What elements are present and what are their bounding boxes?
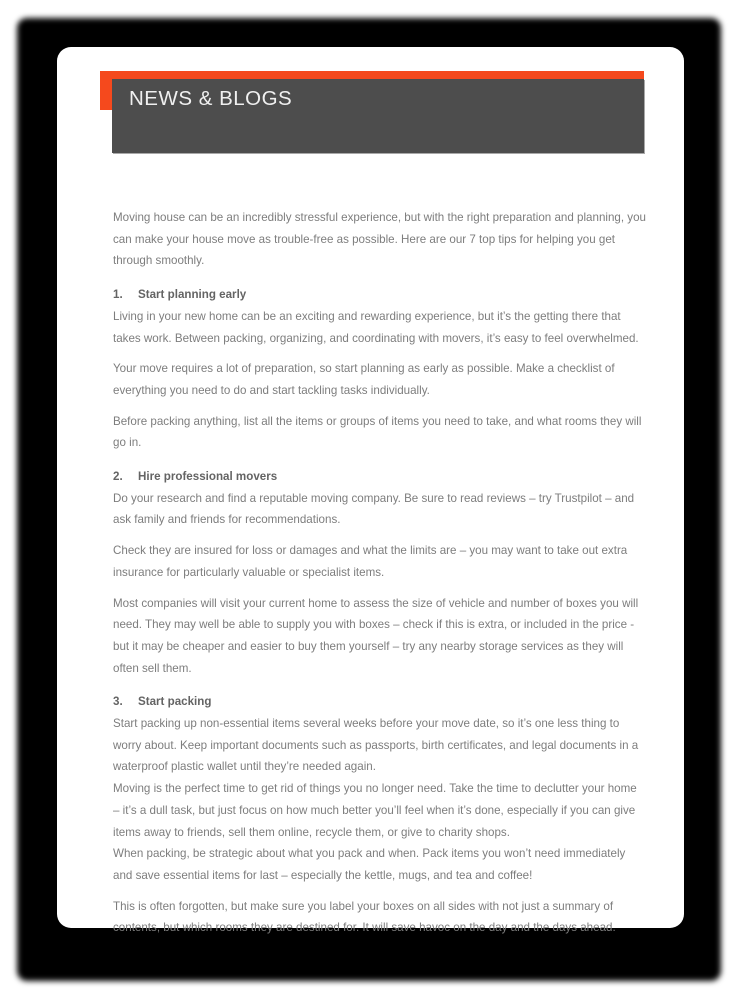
document-page xyxy=(57,47,684,935)
paragraph: Living in your new home can be an exciting and rewarding experience, but it’s the getting there that takes work. Between packing, organizing, and coordinating with movers, it’s easy to feel overwhelmed. xyxy=(113,309,639,345)
paragraph: Moving is the perfect time to get rid of things you no longer need. Take the time to declutter your home – it’s a dull task, but just focus on how much better you’ll feel when it’s done, especially if you can give items away to friends, sell them online, recycle them, or give to charity shops. xyxy=(113,782,637,839)
section-heading-3 xyxy=(113,691,646,713)
paragraph: Do your research and find a reputable moving company. Be sure to read reviews – try Trustpilot – and ask family and friends for recommendations. xyxy=(113,491,635,527)
section-number: 2. xyxy=(113,470,123,484)
section-heading-1 xyxy=(113,284,646,306)
article-body xyxy=(113,207,646,948)
paragraph: Your move requires a lot of preparation, so start planning as early as possible. Make a checklist of everything you need to do and start tackling tasks individually. xyxy=(113,362,615,397)
section-number: 3. xyxy=(113,695,123,709)
paragraph: Check they are insured for loss or damages and what the limits are – you may want to take out extra insurance for particularly valuable or specialist items. xyxy=(113,544,628,579)
paragraph: Before packing anything, list all the items or groups of items you need to take, and what rooms they will go in. xyxy=(113,414,642,450)
page-title: NEWS & BLOGS xyxy=(129,87,293,110)
paragraph: When packing, be strategic about what you pack and when. Pack items you won’t need immediately and save essential items for last – especially the kettle, mugs, and tea and coffee! xyxy=(113,847,626,882)
section-number: 1. xyxy=(113,288,123,302)
paragraph: Start packing up non-essential items several weeks before your move date, so it’s one less thing to worry about. Keep important documents such as passports, birth certificates, and legal documents in a waterproof plastic wallet until they’re needed again. xyxy=(113,717,639,774)
paragraph: Most companies will visit your current home to assess the size of vehicle and number of boxes you will need. They may well be able to supply you with boxes – check if this is extra, or included in the price - but it may be cheaper and easier to buy them yourself – try any nearby storage services as they will often sell them. xyxy=(113,596,639,675)
section-heading-2 xyxy=(113,466,646,488)
paragraph: This is often forgotten, but make sure you label your boxes on all sides with not just a summary of contents, but which rooms they are destined for. It will save havoc on the day and the days ahead. xyxy=(113,899,616,935)
section-title: Start planning early xyxy=(138,288,247,302)
news-blogs-banner xyxy=(112,79,644,153)
section-title: Hire professional movers xyxy=(138,470,278,484)
section-title: Start packing xyxy=(138,695,212,709)
intro-paragraph: Moving house can be an incredibly stressful experience, but with the right preparation and planning, you can make your house move as trouble-free as possible. Here are our 7 top tips for helping you get through smoothly. xyxy=(113,211,646,268)
